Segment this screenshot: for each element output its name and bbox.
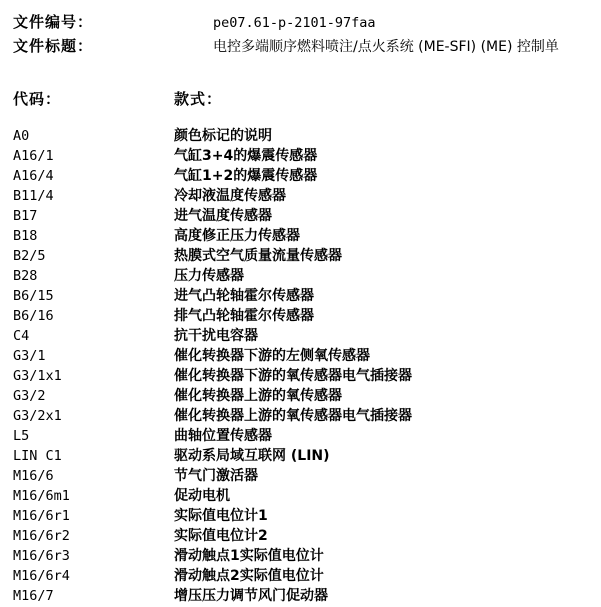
component-name: 曲轴位置传感器: [174, 428, 272, 444]
component-name: 驱动系局域互联网 (LIN): [174, 448, 330, 464]
component-name: 气缸1+2的爆震传感器: [174, 168, 318, 184]
table-row: [13, 546, 601, 566]
table-row: [13, 586, 601, 606]
table-row: [13, 166, 601, 186]
component-list: [13, 126, 601, 606]
table-row: [13, 126, 601, 146]
component-code: A16/4: [13, 168, 54, 184]
component-code: LIN C1: [13, 448, 62, 464]
component-code: B6/15: [13, 288, 54, 304]
table-row: [13, 486, 601, 506]
doc-number-label: 文件编号：: [13, 13, 94, 31]
table-row: [13, 346, 601, 366]
component-code: B28: [13, 268, 38, 284]
table-row: [13, 186, 601, 206]
component-code: A0: [13, 128, 30, 144]
component-name: 催化转换器上游的氧传感器电气插接器: [174, 408, 412, 424]
component-name: 压力传感器: [174, 268, 244, 284]
table-row: [13, 206, 601, 226]
component-code: C4: [13, 328, 30, 344]
component-name: 促动电机: [174, 488, 230, 504]
component-name: 进气凸轮轴霍尔传感器: [174, 288, 314, 304]
table-row: [13, 526, 601, 546]
table-row: [13, 406, 601, 426]
component-code: B17: [13, 208, 38, 224]
component-name: 滑动触点1实际值电位计: [174, 548, 324, 564]
component-code: M16/6: [13, 468, 54, 484]
component-name: 抗干扰电容器: [174, 328, 258, 344]
component-code: G3/1x1: [13, 368, 62, 384]
doc-title-label: 文件标题：: [13, 37, 94, 55]
component-code: M16/7: [13, 588, 54, 604]
table-row: [13, 146, 601, 166]
table-row: [13, 266, 601, 286]
table-row: [13, 566, 601, 586]
component-name: 冷却液温度传感器: [174, 188, 286, 204]
table-row: [13, 246, 601, 266]
component-name: 节气门激活器: [174, 468, 258, 484]
table-row: [13, 326, 601, 346]
component-code: M16/6r2: [13, 528, 70, 544]
component-name: 排气凸轮轴霍尔传感器: [174, 308, 314, 324]
table-row: [13, 286, 601, 306]
component-code: B2/5: [13, 248, 46, 264]
component-name: 滑动触点2实际值电位计: [174, 568, 324, 584]
component-name: 实际值电位计1: [174, 508, 268, 524]
component-code: L5: [13, 428, 30, 444]
component-code: G3/2: [13, 388, 46, 404]
component-name: 进气温度传感器: [174, 208, 272, 224]
component-name: 催化转换器下游的左侧氧传感器: [174, 348, 370, 364]
component-code: M16/6m1: [13, 488, 70, 504]
table-row: [13, 506, 601, 526]
component-code: M16/6r3: [13, 548, 70, 564]
table-row: [13, 366, 601, 386]
component-name: 增压压力调节风门促动器: [174, 588, 328, 604]
component-name: 催化转换器下游的氧传感器电气插接器: [174, 368, 412, 384]
component-code: B11/4: [13, 188, 54, 204]
component-name: 气缸3+4的爆震传感器: [174, 148, 318, 164]
component-code: M16/6r1: [13, 508, 70, 524]
doc-title-row: [13, 36, 601, 58]
component-name: 热膜式空气质量流量传感器: [174, 248, 342, 264]
doc-number-row: [13, 12, 601, 34]
name-column-header: 款式：: [174, 90, 223, 108]
component-code: B18: [13, 228, 38, 244]
table-row: [13, 386, 601, 406]
component-name: 颜色标记的说明: [174, 128, 272, 144]
table-row: [13, 426, 601, 446]
doc-number-value: pe07.61-p-2101-97faa: [213, 15, 376, 31]
table-row: [13, 226, 601, 246]
component-code: G3/1: [13, 348, 46, 364]
component-code: B6/16: [13, 308, 54, 324]
table-row: [13, 446, 601, 466]
component-name: 实际值电位计2: [174, 528, 268, 544]
component-code: G3/2x1: [13, 408, 62, 424]
component-code: A16/1: [13, 148, 54, 164]
code-column-header: 代码：: [13, 90, 62, 108]
table-row: [13, 306, 601, 326]
table-row: [13, 466, 601, 486]
component-code: M16/6r4: [13, 568, 70, 584]
component-name: 催化转换器上游的氧传感器: [174, 388, 342, 404]
component-name: 高度修正压力传感器: [174, 228, 300, 244]
doc-title-value: 电控多端顺序燃料喷注/点火系统 (ME-SFI) (ME) 控制单: [213, 39, 559, 55]
